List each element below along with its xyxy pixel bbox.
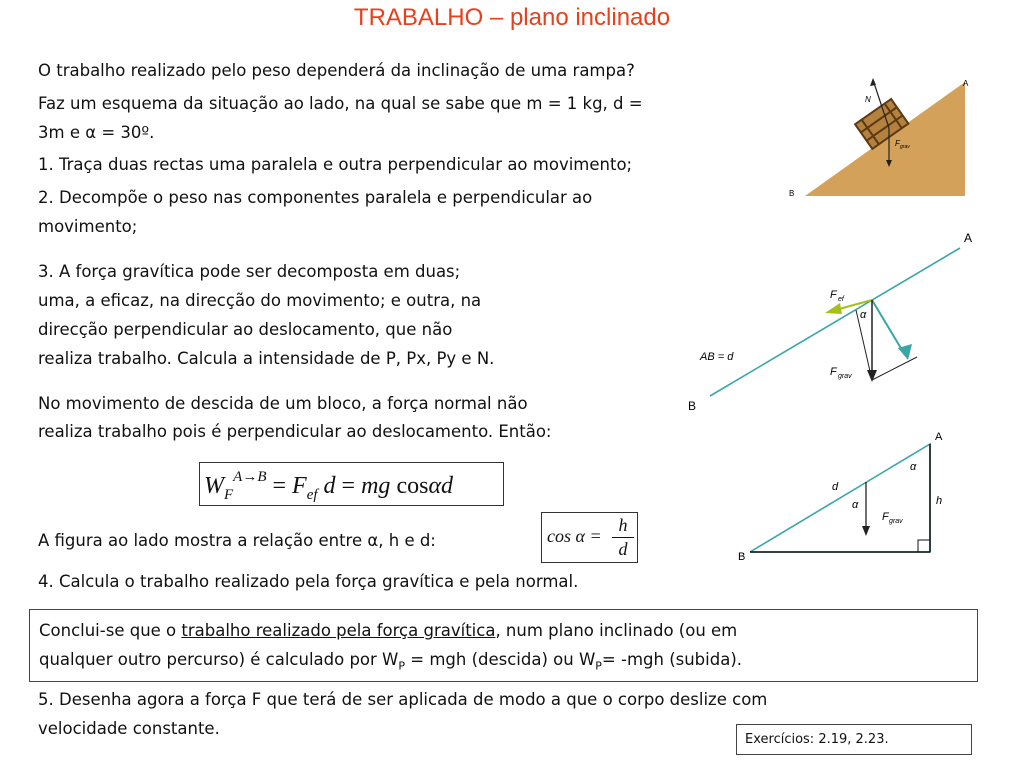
formula-f: F <box>292 473 307 499</box>
formula-eq-1: = <box>266 473 293 499</box>
label-fgrav: F <box>830 366 837 378</box>
label-n: N <box>865 95 871 104</box>
question-3-line-1 <box>38 257 460 286</box>
formula-cos: cos <box>390 473 429 499</box>
conclusion-underlined: trabalho realizado pela força gravítica <box>181 621 496 640</box>
cos-denominator: d <box>618 539 628 559</box>
conclusion-line-2a: qualquer outro percurso) é calculado por W <box>39 650 399 669</box>
conclusion-part-2: , num plano inclinado (ou em <box>495 621 738 640</box>
label-d: d <box>832 481 839 493</box>
question-4 <box>38 567 578 596</box>
conclusion-sub-1: P <box>398 659 406 673</box>
cos-formula <box>541 512 638 563</box>
question-5-line-1 <box>38 685 767 714</box>
label-ab: AB = d <box>700 351 734 363</box>
label-alpha-1: α <box>910 461 917 473</box>
formula-d: d <box>317 473 336 499</box>
question-4-text: Calcula o trabalho realizado pela força gravítica e pela normal. <box>53 572 579 591</box>
label-f: F <box>895 139 900 148</box>
question-2-line-1 <box>38 183 592 212</box>
label-fef-sub: ef <box>838 296 844 303</box>
formula-w-sup: A→B <box>233 469 267 485</box>
label-alpha-2: α <box>852 499 859 511</box>
label-fgrav-sub: grav <box>889 518 903 525</box>
scheme-line-1: Faz um esquema da situação ao lado, na qual se sabe que m = 1 kg, d = <box>38 94 643 113</box>
perpendicular-force-arrow <box>872 300 905 355</box>
question-4-number: 4. <box>38 572 54 591</box>
label-a: A <box>964 231 973 245</box>
fraction-bar <box>612 537 634 538</box>
scheme-line-2: 3m e α = 30º. <box>38 123 155 142</box>
triangle-shape <box>750 444 930 552</box>
formula-f-sub: ef <box>306 487 318 503</box>
normal-force-line-1: No movimento de descida de um bloco, a força normal não <box>38 394 528 413</box>
label-b: B <box>789 189 795 198</box>
conclusion-line-2c: = -mgh (subida). <box>601 650 743 669</box>
question-2-number: 2. <box>38 188 54 207</box>
label-f-sub: grav <box>900 144 910 150</box>
question-3-line-3: direcção perpendicular ao deslocamento, que não <box>38 320 453 339</box>
question-3-text: A força gravítica pode ser decomposta em duas; <box>53 262 461 281</box>
decomposition-figure <box>680 220 990 420</box>
exercises-box: Exercícios: 2.19, 2.23. <box>736 724 972 755</box>
label-b: B <box>688 399 697 413</box>
formula-eq-2: = <box>335 473 362 499</box>
cos-numerator: h <box>618 515 628 535</box>
question-3-line-2: uma, a eficaz, na direcção do movimento; e outra, na <box>38 291 482 310</box>
question-1-text: Traça duas rectas uma paralela e outra perpendicular ao movimento; <box>53 155 633 174</box>
question-5-line-2: velocidade constante. <box>38 719 220 738</box>
conclusion-part-1: Conclui-se que o <box>39 621 182 640</box>
question-2-line-2: movimento; <box>38 217 138 236</box>
formula-w-sub: F <box>224 487 234 503</box>
normal-force-line-2: realiza trabalho pois é perpendicular ao deslocamento. Então: <box>38 422 552 441</box>
label-a: A <box>935 431 943 443</box>
label-alpha: α <box>860 309 867 321</box>
conclusion-box <box>29 609 978 682</box>
label-b: B <box>738 551 746 563</box>
formula-w: W <box>204 473 224 499</box>
label-a: A <box>963 79 969 88</box>
question-3-number: 3. <box>38 262 54 281</box>
label-fef: F <box>830 289 837 301</box>
triangle-figure <box>730 428 970 568</box>
ramp-figure <box>785 72 985 202</box>
label-h: h <box>936 495 943 507</box>
conclusion-line-2b: = mgh (descida) ou W <box>405 650 596 669</box>
label-fgrav: F <box>882 511 889 523</box>
question-1-number: 1. <box>38 155 54 174</box>
intro-text: O trabalho realizado pelo peso dependerá da inclinação de uma rampa? <box>38 61 635 80</box>
question-1 <box>38 150 632 179</box>
conclusion-sub-2: P <box>595 659 602 673</box>
cos-fraction <box>612 515 634 560</box>
cos-lhs: cos α = <box>547 526 602 546</box>
projection-line-1 <box>872 357 917 380</box>
conclusion-line-1 <box>39 616 968 645</box>
formula-mg: mg <box>361 473 391 499</box>
question-2-text: Decompõe o peso nas componentes paralela e perpendicular ao <box>53 188 593 207</box>
label-fgrav-sub: grav <box>838 373 852 380</box>
work-formula <box>199 462 504 506</box>
right-angle-mark <box>918 540 930 552</box>
formula-alpha-d: αd <box>428 473 454 499</box>
page-title: TRABALHO – plano inclinado <box>353 4 671 31</box>
question-5-text: Desenha agora a força F que terá de ser aplicada de modo a que o corpo deslize com <box>53 690 768 709</box>
question-3-line-4: realiza trabalho. Calcula a intensidade de P, Px, Py e N. <box>38 349 495 368</box>
question-5-number: 5. <box>38 690 54 709</box>
conclusion-line-2 <box>39 645 968 680</box>
relation-text: A figura ao lado mostra a relação entre α, h e d: <box>38 531 436 550</box>
